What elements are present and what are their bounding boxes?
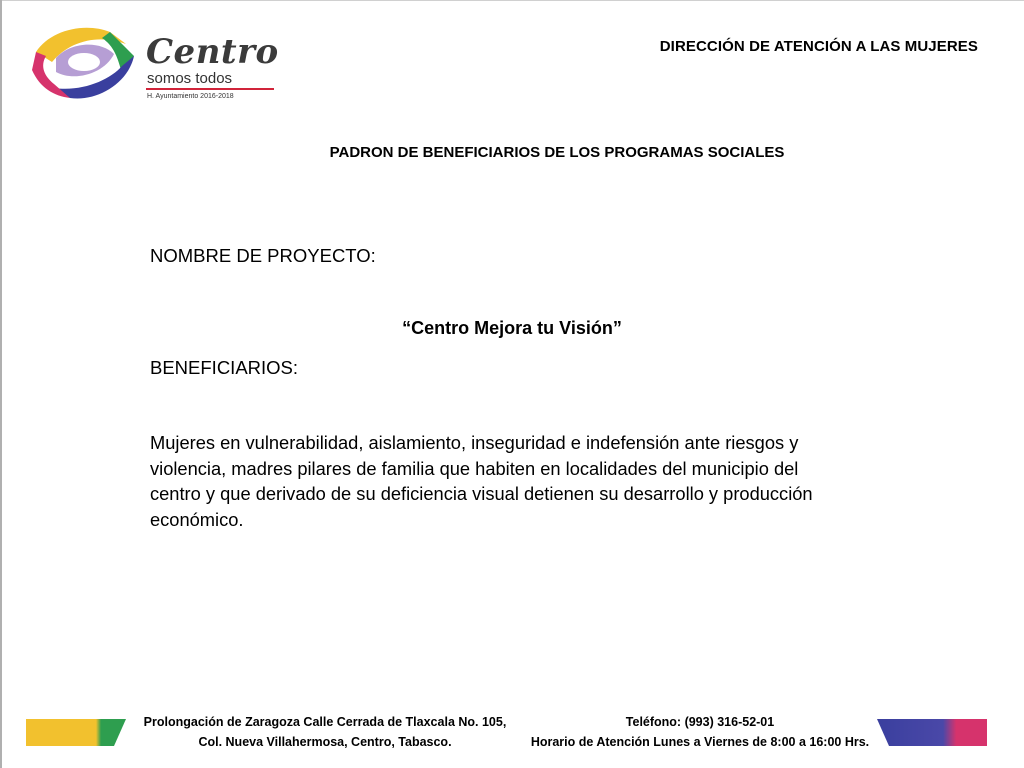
footer-address bbox=[130, 712, 520, 752]
logo-wordmark: Centro bbox=[146, 32, 279, 72]
beneficiaries-description: Mujeres en vulnerabilidad, aislamiento, inseguridad e indefensión ante riesgos y violencia, madres pilares de familia que habiten en localidades del municipio del centro y que derivado de su deficiencia visual detienen su desarrollo y producción económico. bbox=[150, 432, 813, 530]
footer-hours: Horario de Atención Lunes a Viernes de 8:00 a 16:00 Hrs. bbox=[530, 735, 870, 749]
project-name: “Centro Mejora tu Visión” bbox=[402, 318, 622, 338]
page-border-top bbox=[0, 0, 1024, 1]
footer-phone: Teléfono: (993) 316-52-01 bbox=[625, 715, 775, 729]
project-label: NOMBRE DE PROYECTO: bbox=[150, 245, 376, 266]
footer-address-line2: Col. Nueva Villahermosa, Centro, Tabasco. bbox=[198, 735, 452, 749]
logo-subtitle: H. Ayuntamiento 2016-2018 bbox=[147, 93, 234, 100]
document-title: PADRON DE BENEFICIARIOS DE LOS PROGRAMAS SOCIALES bbox=[329, 144, 785, 161]
footer-address-line1: Prolongación de Zaragoza Calle Cerrada de Tlaxcala No. 105, bbox=[143, 715, 507, 729]
logo-tagline: somos todos bbox=[147, 70, 233, 87]
footer-contact bbox=[515, 712, 885, 752]
centro-logo-mark-icon bbox=[30, 22, 138, 102]
logo-rule bbox=[146, 88, 274, 90]
footer-right-stripe bbox=[877, 719, 987, 746]
department-heading: DIRECCIÓN DE ATENCIÓN A LAS MUJERES bbox=[659, 38, 978, 55]
page-border-left bbox=[0, 0, 2, 768]
footer-left-stripe bbox=[26, 719, 126, 746]
beneficiaries-label: BENEFICIARIOS: bbox=[150, 357, 299, 378]
centro-logo bbox=[30, 22, 290, 108]
